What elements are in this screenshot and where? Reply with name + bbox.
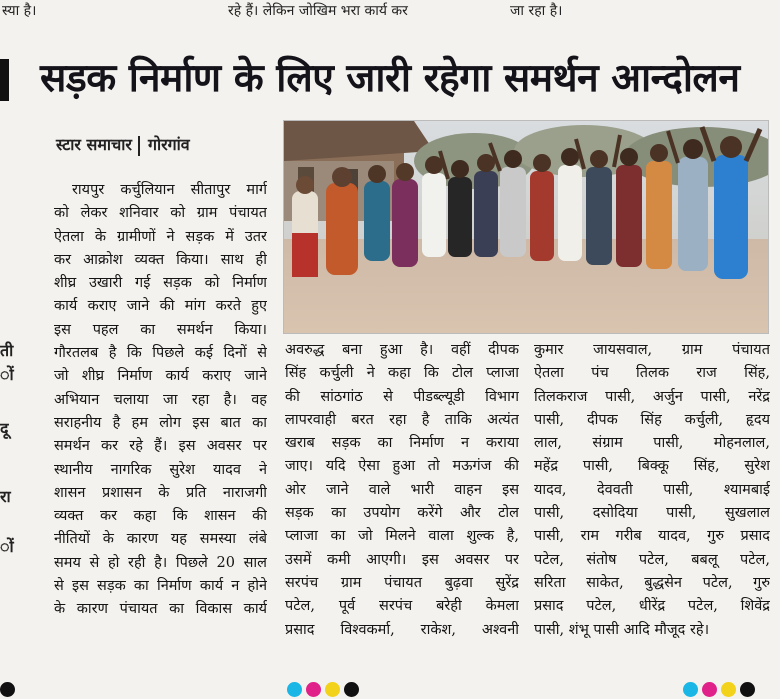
text-line: पटेल, पूर्व सरपंच बरेही केमला <box>285 598 519 615</box>
text-line: जो शीघ्र निर्माण कार्य कराए जाने <box>54 368 267 385</box>
text-line: पासी, शंभू पासी आदि मौजूद रहे। <box>534 621 710 638</box>
text-line: इस पहल का समर्थन किया। <box>54 321 267 338</box>
text-line: की सांठगांठ से पीडब्ल्यूडी विभाग <box>285 388 519 405</box>
fragment-1: ती <box>0 341 14 360</box>
text-line: नीतियों के कारण यह समस्या लंबे <box>54 531 267 548</box>
text-line: जाए। यदि ऐसा हुआ तो मऊगंज की <box>285 458 519 475</box>
fragment-4: रा <box>0 487 11 506</box>
text-line: महेंद्र पासी, बिक्कू सिंह, सुरेश <box>534 458 770 475</box>
text-line: तिलकराज पासी, अर्जुन पासी, नरेंद्र <box>534 388 770 405</box>
text-line: प्लाजा का जो मिलने वाला शुल्क है, <box>285 528 519 545</box>
text-line: खराब सड़क का निर्माण न कराया <box>285 435 519 452</box>
article-headline <box>0 44 780 114</box>
byline <box>56 128 190 162</box>
text-line: ऐतला पंच तिलक राज सिंह, <box>534 365 770 382</box>
headline-text: सड़क निर्माण के लिए जारी रहेगा समर्थन आन्दोलन <box>40 56 740 101</box>
text-line: लापरवाही बरत रहा है ताकि अत्यंत <box>285 411 519 428</box>
text-line: उसमें कमी आएगी। इस अवसर पर <box>285 551 519 568</box>
byline-place: गोरगांव <box>147 135 190 154</box>
article-column-2 <box>285 339 519 642</box>
text-line: ओर जाने वाले भारी वाहन इस <box>285 481 519 498</box>
text-line: पटेल, संतोष पटेल, बबलू पटेल, <box>534 551 770 568</box>
black-dot <box>740 682 755 697</box>
text-line: प्रसाद पटेल, धीरेंद्र पटेल, शिवेंद्र <box>534 598 770 615</box>
strip-text-right: जा रहा है। <box>510 3 563 19</box>
text-line: पासी, राम गरीब यादव, गुरु प्रसाद <box>534 528 770 545</box>
text-line: सरपंच ग्राम पंचायत बुढ़वा सुरेंद्र <box>285 574 519 591</box>
headline-marker <box>0 59 9 101</box>
text-line: प्रसाद विश्वकर्मा, राकेश, अश्वनी <box>285 621 519 638</box>
text-line: समर्थन कर रहे हैं। इस अवसर पर <box>54 438 267 455</box>
text-line: सड़क का उपयोग करेंगे और टोल <box>285 505 519 522</box>
text-line: से इस सड़क का निर्माण कार्य न होने <box>54 578 267 595</box>
fragment-2: ों <box>0 365 14 384</box>
text-line: ऐतला के ग्रामीणों ने सड़क में उतर <box>54 228 267 245</box>
fragment-3: दू <box>0 419 9 438</box>
text-line: गौरतलब है कि पिछले कई दिनों से <box>54 345 267 362</box>
text-line: अभियान चलाया जा रहा है। वह <box>54 391 267 408</box>
text-line: स्थानीय नागरिक सुरेश यादव ने <box>54 461 267 478</box>
text-line: कार्य कराए जाने की मांग करते हुए <box>54 298 267 315</box>
text-line: सराहनीय है हम लोग इस बात का <box>54 414 267 431</box>
black-dot <box>0 682 15 697</box>
text-line: अवरुद्ध बना हुआ है। वहीं दीपक <box>285 342 519 358</box>
byline-agency: स्टार समाचार <box>56 135 132 154</box>
text-line: पासी, दसोदिया पासी, सुखलाल <box>534 505 770 522</box>
yellow-dot <box>325 682 340 697</box>
text-line: यादव, देववती पासी, श्यामबाई <box>534 481 770 498</box>
text-line: कर आक्रोश व्यक्त किया। साथ ही <box>54 251 267 268</box>
text-line: शीघ्र उखारी गई सड़क को निर्माण <box>54 275 267 292</box>
text-line: सिंह कर्चुली ने कहा कि टोल प्लाजा <box>285 365 519 382</box>
article-column-3 <box>534 339 770 642</box>
article-column-1 <box>54 179 267 622</box>
text-line: शासन प्रशासन के प्रति नाराजगी <box>54 484 267 501</box>
black-dot <box>344 682 359 697</box>
text-line: के कारण पंचायत का विकास कार्य <box>54 601 267 618</box>
text-line: रायपुर कर्चुलियान सीतापुर मार्ग <box>72 182 267 198</box>
text-line: कुमार जायसवाल, ग्राम पंचायत <box>534 342 770 358</box>
cyan-dot <box>683 682 698 697</box>
text-line: लाल, संग्राम पासी, मोहनलाल, <box>534 435 770 452</box>
cyan-dot <box>287 682 302 697</box>
byline-separator <box>138 136 140 156</box>
text-line: सरिता साकेत, बुद्धसेन पटेल, गुरु <box>534 574 770 591</box>
strip-text-middle: रहे हैं। लेकिन जोखिम भरा कार्य कर <box>228 3 408 19</box>
fragment-5: ों <box>0 537 14 556</box>
text-line: को लेकर शनिवार को ग्राम पंचायत <box>54 205 267 222</box>
text-line: व्यक्त कर कहा कि शासन की <box>54 508 267 525</box>
magenta-dot <box>702 682 717 697</box>
yellow-dot <box>721 682 736 697</box>
text-line: पासी, दीपक सिंह कर्चुली, हृदय <box>534 411 770 428</box>
strip-text-left: स्या है। <box>2 3 37 19</box>
previous-article-strip <box>0 0 780 22</box>
text-line: समय से हो रही है। पिछले 20 साल <box>54 554 267 571</box>
news-photo <box>283 120 769 334</box>
protest-crowd-photo <box>284 121 768 333</box>
magenta-dot <box>306 682 321 697</box>
